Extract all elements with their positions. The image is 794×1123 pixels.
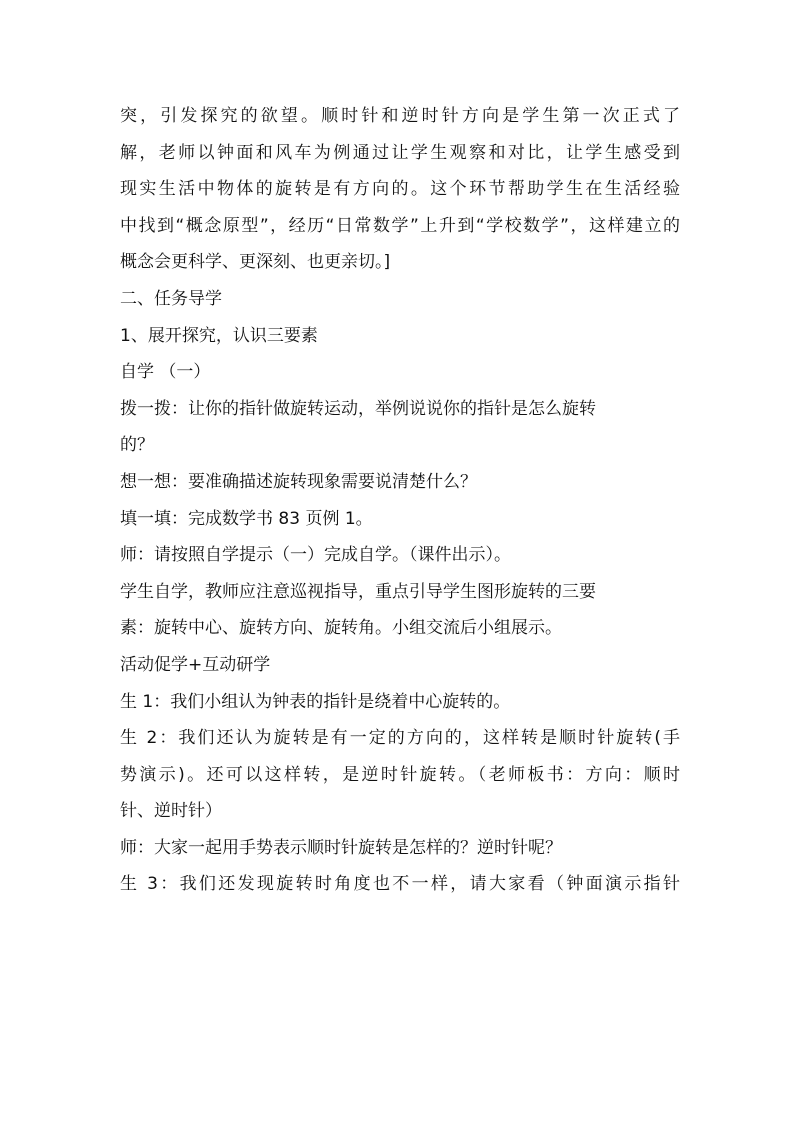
text-line: 填一填：完成数学书 83 页例 1。	[120, 508, 373, 529]
text-line: 师：大家一起用手势表示顺时针旋转是怎样的？逆时针呢？	[120, 837, 562, 858]
text-line: 素：旋转中心、旋转方向、旋转角。小组交流后小组展示。	[120, 618, 562, 639]
text-line: 生 3：我们还发现旋转时角度也不一样，请大家看（钟面演示指针	[120, 874, 680, 895]
text-line: 学生自学，教师应注意巡视指导，重点引导学生图形旋转的三要	[120, 581, 596, 602]
text-line: 解，老师以钟面和风车为例通过让学生观察和对比，让学生感受到	[120, 142, 680, 163]
text-line: 势演示)。还可以这样转，是逆时针旋转。（老师板书：方向：顺时	[120, 764, 680, 785]
text-line: 生 1：我们小组认为钟表的指针是绕着中心旋转的。	[120, 691, 511, 712]
text-line: 活动促学+互动研学	[120, 654, 271, 675]
text-line: 师：请按照自学提示（一）完成自学。（课件出示）。	[120, 545, 511, 566]
text-line: 中找到“概念原型”，经历“日常数学”上升到“学校数学”，这样建立的	[120, 215, 680, 236]
text-line: 二、任务导学	[120, 288, 222, 309]
document-body	[120, 98, 680, 903]
text-line: 1、展开探究，认识三要素	[120, 325, 318, 346]
text-line: 自学 （一）	[120, 362, 211, 383]
text-line: 生 2：我们还认为旋转是有一定的方向的，这样转是顺时针旋转(手	[120, 728, 680, 749]
text-line: 的？	[120, 435, 154, 456]
text-line: 现实生活中物体的旋转是有方向的。这个环节帮助学生在生活经验	[120, 179, 680, 200]
text-line: 想一想：要准确描述旋转现象需要说清楚什么？	[120, 471, 477, 492]
text-line: 拨一拨：让你的指针做旋转运动，举例说说你的指针是怎么旋转	[120, 398, 596, 419]
text-line: 突，引发探究的欲望。顺时针和逆时针方向是学生第一次正式了	[120, 106, 680, 126]
text-line: 针、逆时针）	[120, 801, 222, 822]
text-line: 概念会更科学、更深刻、也更亲切。]	[120, 252, 391, 273]
